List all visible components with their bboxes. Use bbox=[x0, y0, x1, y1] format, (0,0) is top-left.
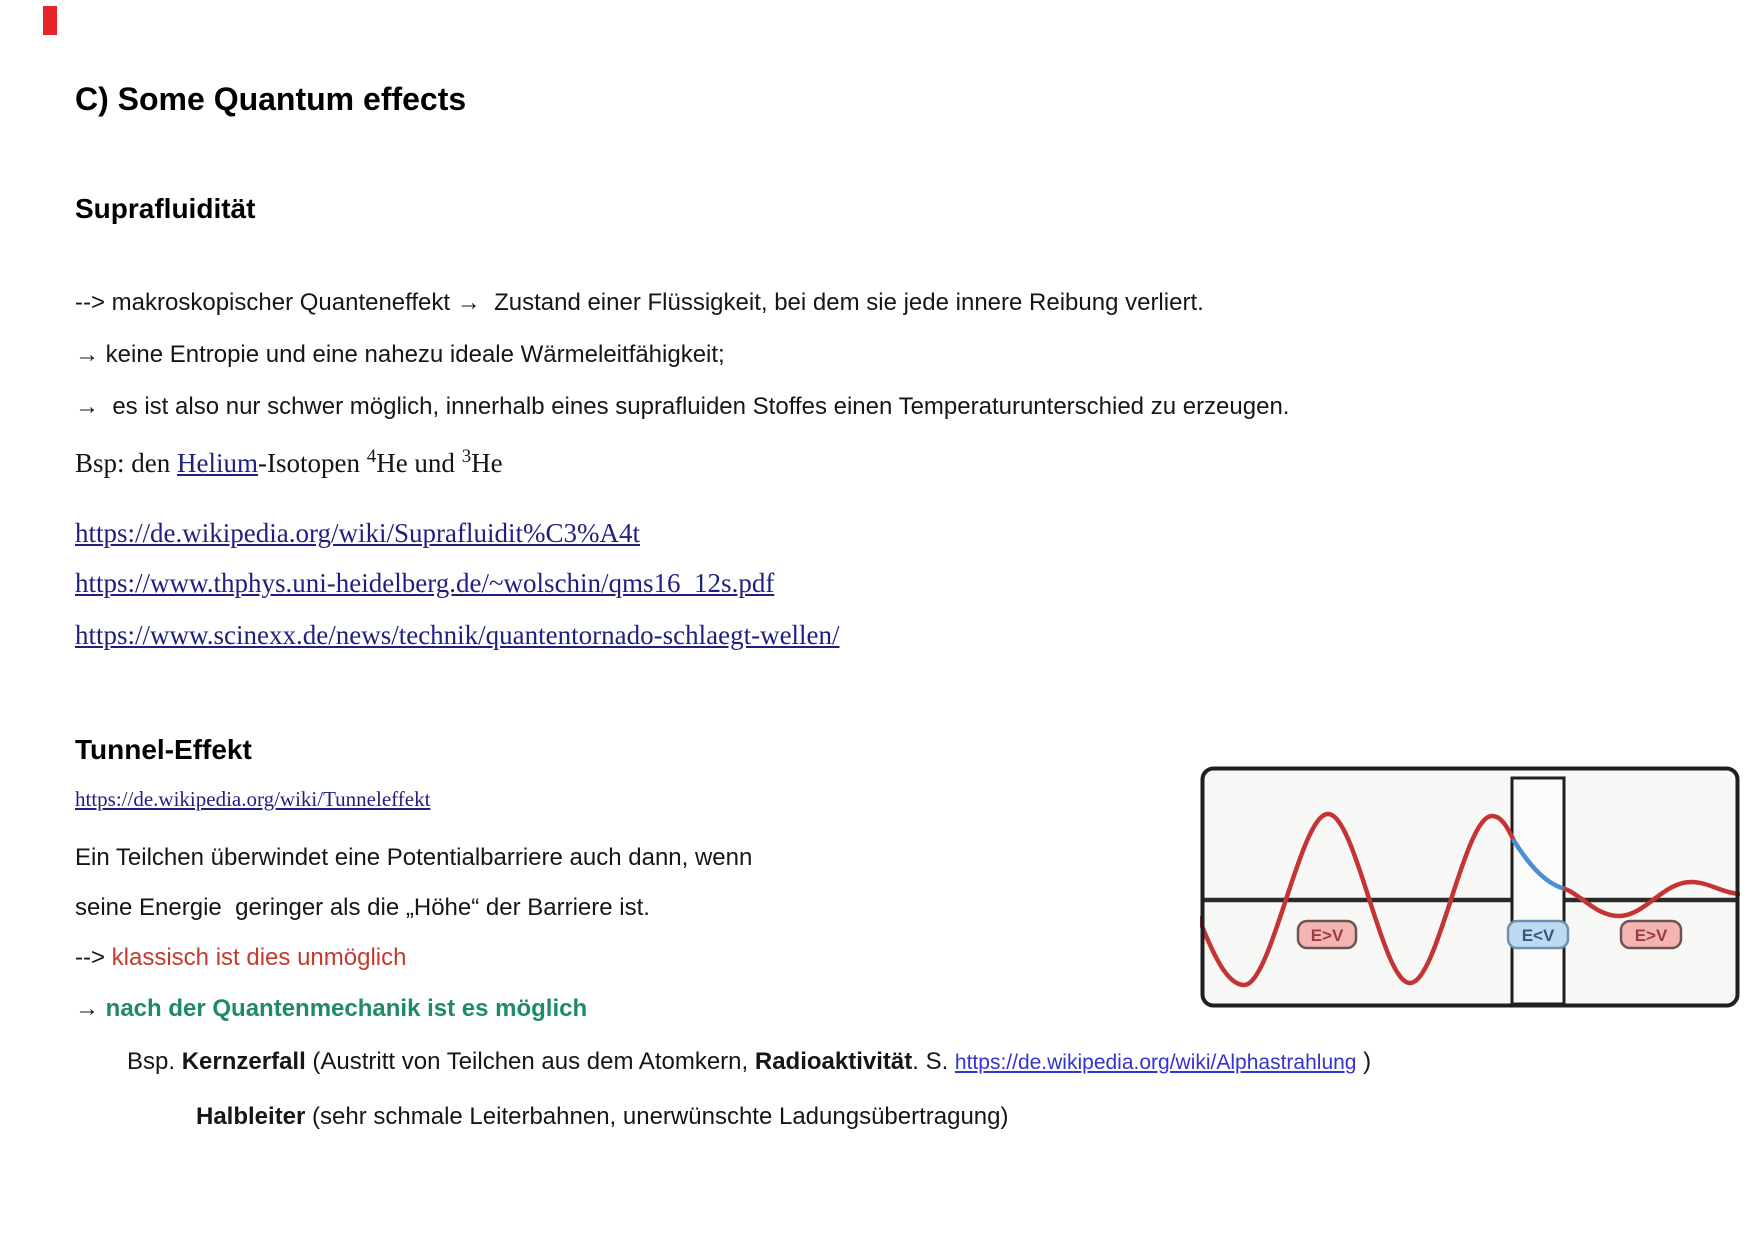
bsp-kernzerfall-line bbox=[127, 1048, 1371, 1077]
radioaktivitaet-bold-text: Radioaktivität bbox=[754, 1048, 913, 1075]
kernzerfall-bold-text: Kernzerfall bbox=[181, 1048, 306, 1075]
bsp-he3-text: He bbox=[471, 448, 503, 478]
supra-line-2: → keine Entropie und eine nahezu ideale Wärmeleitfähigkeit; bbox=[75, 341, 725, 368]
isotope-superscript-3: 3 bbox=[461, 446, 472, 467]
classical-arrow-prefix: --> bbox=[75, 944, 112, 971]
classical-impossible-text: klassisch ist dies unmöglich bbox=[111, 944, 407, 971]
link-tunneleffekt-wikipedia[interactable]: https://de.wikipedia.org/wiki/Tunneleffekt bbox=[75, 787, 431, 811]
diagram-background bbox=[1203, 769, 1738, 1006]
bsp-helium-line bbox=[75, 447, 503, 479]
link-suprafluiditaet-wikipedia[interactable]: https://de.wikipedia.org/wiki/Suprafluidit%C3%A4t bbox=[75, 518, 640, 548]
halbleiter-rest-text: (sehr schmale Leiterbahnen, unerwünschte Ladungsübertragung) bbox=[305, 1103, 1009, 1130]
tunnel-classical-line bbox=[75, 944, 406, 973]
label-e-greater-v-left bbox=[1298, 921, 1356, 948]
bsp2-mid2-text: . S. bbox=[912, 1048, 955, 1075]
isotope-superscript-4: 4 bbox=[366, 446, 377, 467]
link-alphastrahlung-wikipedia[interactable]: https://de.wikipedia.org/wiki/Alphastrahlung bbox=[954, 1051, 1357, 1074]
potential-barrier bbox=[1512, 778, 1564, 1004]
label-e-greater-v-right bbox=[1621, 921, 1681, 948]
label-e-less-v-text: E<V bbox=[1521, 926, 1555, 945]
quantum-arrow-prefix: → bbox=[75, 995, 106, 1022]
label-e-less-v bbox=[1508, 921, 1568, 948]
bsp-halbleiter-line bbox=[196, 1103, 1009, 1132]
red-accent-bar bbox=[43, 6, 57, 35]
tunnel-line-2: seine Energie geringer als die „Höhe“ der Barriere ist. bbox=[75, 894, 650, 921]
tunnel-line-1: Ein Teilchen überwindet eine Potentialbarriere auch dann, wenn bbox=[75, 844, 753, 871]
halbleiter-bold-text: Halbleiter bbox=[196, 1103, 306, 1130]
bsp-intro-text: Bsp: den bbox=[75, 448, 178, 478]
label-e-greater-v-left-text: E>V bbox=[1310, 926, 1344, 945]
bsp-isotopen-text: -Isotopen bbox=[258, 448, 367, 478]
section-heading-tunnel-effekt: Tunnel-Effekt bbox=[75, 734, 252, 765]
section-heading-suprafluiditaet: Suprafluidität bbox=[75, 193, 256, 224]
supra-line-1: --> makroskopischer Quanteneffekt → Zustand einer Flüssigkeit, bei dem sie jede innere Reibung verliert. bbox=[75, 289, 1204, 316]
quantum-possible-text: nach der Quantenmechanik ist es möglich bbox=[105, 995, 588, 1022]
bsp-he4-text: He und bbox=[376, 448, 462, 478]
link-scinexx-quantentornado[interactable]: https://www.scinexx.de/news/technik/quantentornado-schlaegt-wellen/ bbox=[75, 620, 840, 650]
helium-link[interactable]: Helium bbox=[177, 448, 259, 478]
bsp2-mid1-text: (Austritt von Teilchen aus dem Atomkern, bbox=[305, 1048, 755, 1075]
supra-line-3: → es ist also nur schwer möglich, innerhalb eines suprafluiden Stoffes einen Temperaturunterschied zu erzeugen. bbox=[75, 393, 1290, 420]
tunnel-diagram-image bbox=[1200, 766, 1740, 1008]
bsp2-intro-text: Bsp. bbox=[127, 1048, 182, 1075]
tunnel-quantum-line bbox=[75, 995, 587, 1024]
label-e-greater-v-right-text: E>V bbox=[1634, 926, 1668, 945]
tunnel-diagram-svg bbox=[1200, 766, 1740, 1008]
link-uni-heidelberg-pdf[interactable]: https://www.thphys.uni-heidelberg.de/~wolschin/qms16_12s.pdf bbox=[75, 568, 775, 598]
bsp2-close-paren: ) bbox=[1356, 1048, 1372, 1075]
page-title: C) Some Quantum effects bbox=[75, 81, 467, 117]
